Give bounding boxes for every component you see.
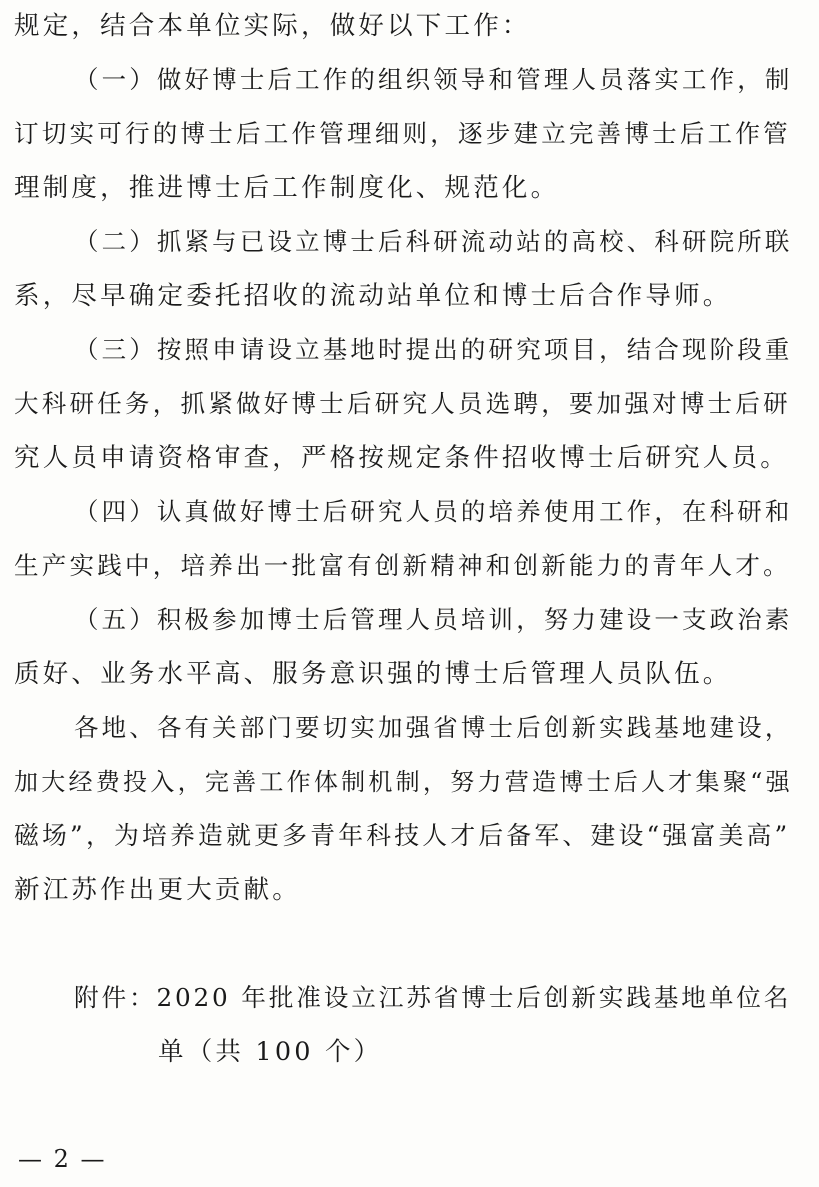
- text-line-1: 规定，结合本单位实际，做好以下工作：: [14, 11, 531, 41]
- attachment-line-1: 附件：2020 年批准设立江苏省博士后创新实践基地单位名: [74, 983, 792, 1012]
- item-3-line-3: 究人员申请资格审查，严格按规定条件招收博士后研究人员。: [14, 443, 789, 473]
- closing-line-3: 磁场”，为培养造就更多青年科技人才后备军、建设“强富美高”: [14, 821, 791, 850]
- item-3-line-1: （三）按照申请设立基地时提出的研究项目，结合现阶段重: [74, 335, 793, 364]
- item-3-line-2: 大科研任务，抓紧做好博士后研究人员选聘，要加强对博士后研: [14, 389, 791, 418]
- item-5-line-2: 质好、业务水平高、服务意识强的博士后管理人员队伍。: [14, 659, 732, 689]
- item-4-line-2: 生产实践中，培养出一批富有创新精神和创新能力的青年人才。: [14, 551, 791, 580]
- item-1-line-3: 理制度，推进博士后工作制度化、规范化。: [14, 173, 560, 203]
- item-4-line-1: （四）认真做好博士后研究人员的培养使用工作，在科研和: [74, 497, 793, 526]
- item-5-line-1: （五）积极参加博士后管理人员培训，努力建设一支政治素: [74, 605, 793, 634]
- page-number: — 2 —: [18, 1145, 107, 1173]
- closing-line-4: 新江苏作出更大贡献。: [14, 875, 302, 905]
- item-2-line-1: （二）抓紧与已设立博士后科研流动站的高校、科研院所联: [74, 227, 793, 256]
- item-1-line-1: （一）做好博士后工作的组织领导和管理人员落实工作，制: [74, 65, 793, 94]
- item-1-line-2: 订切实可行的博士后工作管理细则，逐步建立完善博士后工作管: [14, 119, 791, 148]
- closing-line-2: 加大经费投入，完善工作体制机制，努力营造博士后人才集聚“强: [14, 768, 793, 796]
- item-2-line-2: 系，尽早确定委托招收的流动站单位和博士后合作导师。: [14, 281, 732, 311]
- attachment-line-2: 单（共 100 个）: [158, 1037, 383, 1067]
- closing-line-1: 各地、各有关部门要切实加强省博士后创新实践基地建设，: [74, 713, 793, 742]
